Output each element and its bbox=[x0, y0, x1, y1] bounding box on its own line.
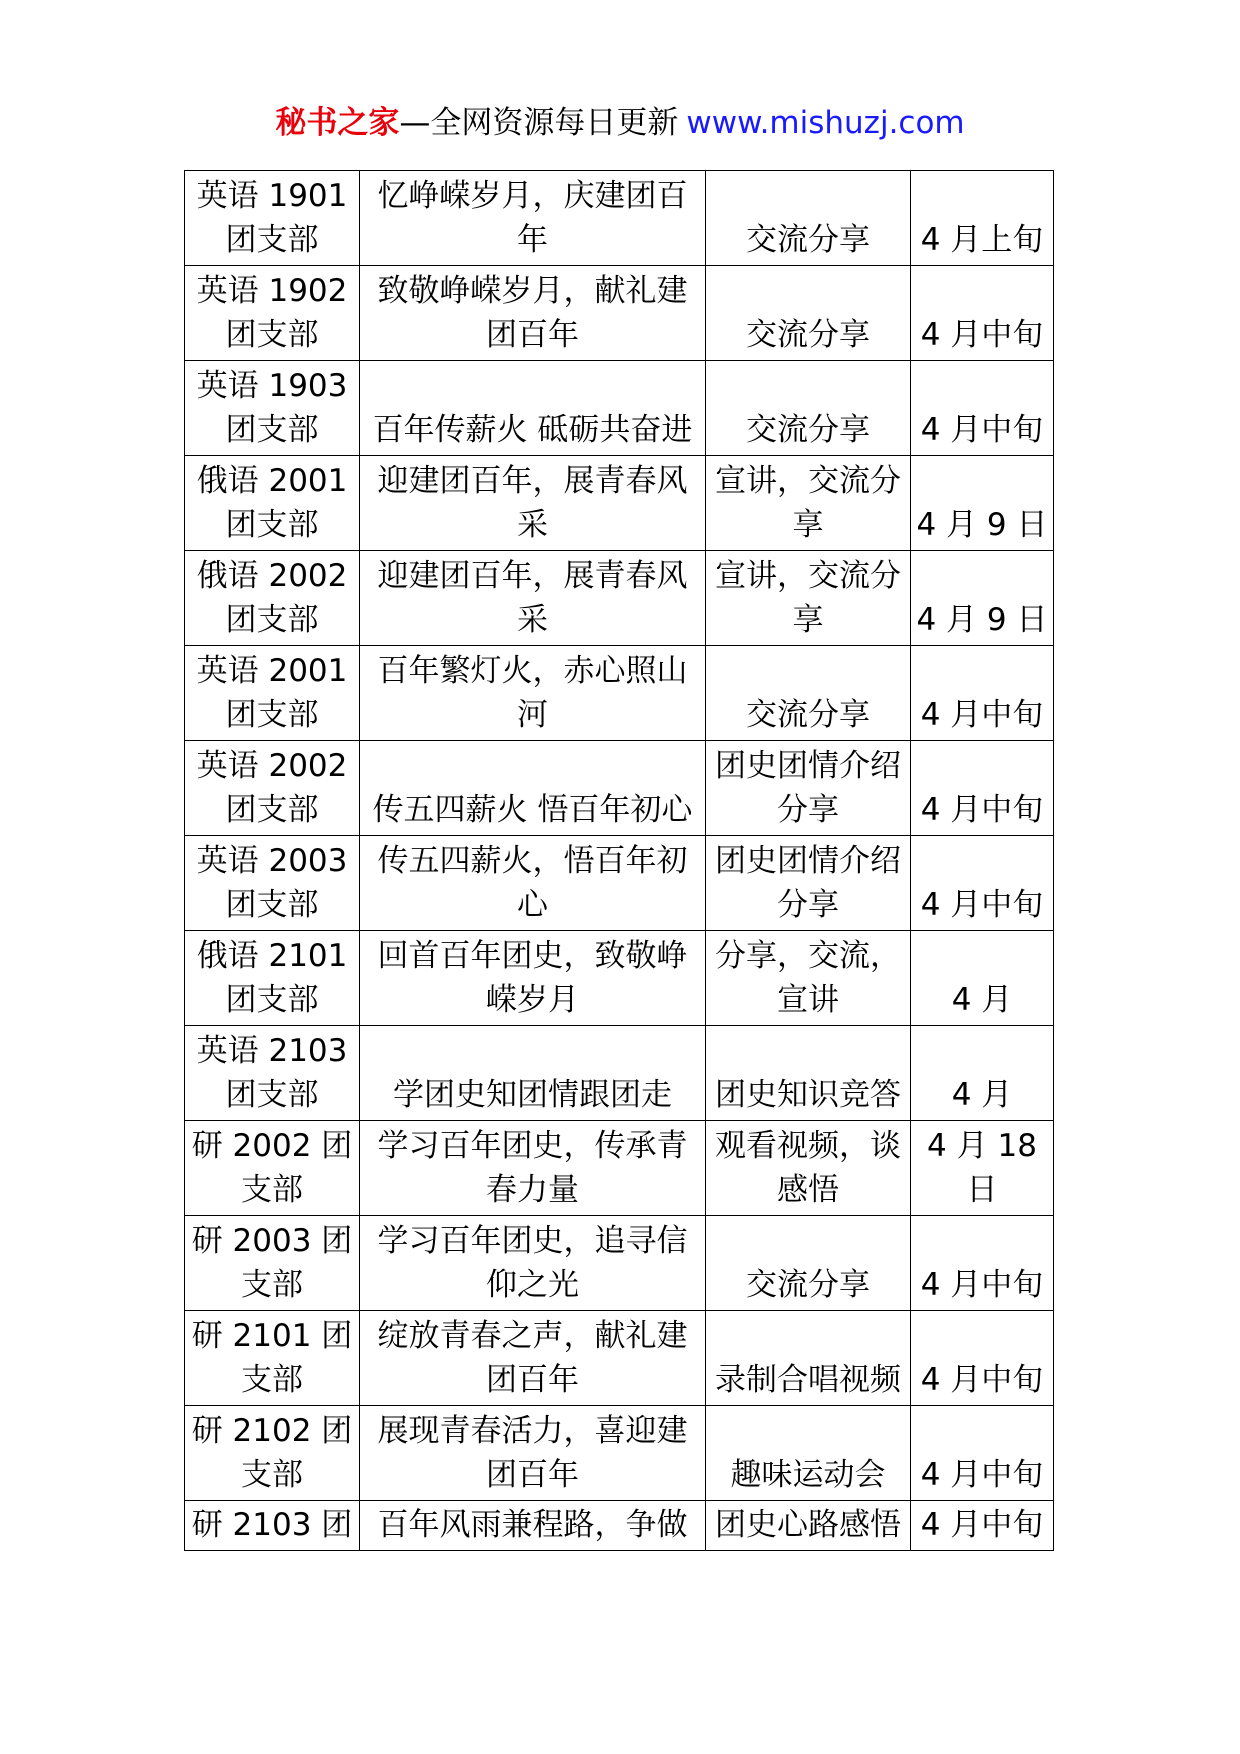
table-cell-format: 录制合唱视频 bbox=[706, 1311, 911, 1406]
table-row bbox=[185, 361, 1054, 456]
table-cell-theme: 学团史知团情跟团走 bbox=[360, 1026, 706, 1121]
table-row bbox=[185, 741, 1054, 836]
table-cell-theme: 忆峥嵘岁月，庆建团百 年 bbox=[360, 171, 706, 266]
table-cell-date: 4 月 bbox=[911, 931, 1054, 1026]
table-cell-branch: 英语 2103 团支部 bbox=[185, 1026, 360, 1121]
table-cell-theme: 百年风雨兼程路，争做 bbox=[360, 1501, 706, 1551]
table-cell-date: 4 月 18 日 bbox=[911, 1121, 1054, 1216]
table-cell-branch: 研 2103 团 bbox=[185, 1501, 360, 1551]
table-cell-format: 观看视频，谈 感悟 bbox=[706, 1121, 911, 1216]
table-cell-date: 4 月中旬 bbox=[911, 646, 1054, 741]
site-tagline: —全网资源每日更新 bbox=[399, 105, 679, 141]
table-cell-format: 团史知识竞答 bbox=[706, 1026, 911, 1121]
table-row bbox=[185, 836, 1054, 931]
table-cell-date: 4 月中旬 bbox=[911, 741, 1054, 836]
table-row bbox=[185, 551, 1054, 646]
table-row bbox=[185, 646, 1054, 741]
table-cell-date: 4 月 9 日 bbox=[911, 456, 1054, 551]
table-row bbox=[185, 266, 1054, 361]
table-row bbox=[185, 456, 1054, 551]
table-cell-theme: 致敬峥嵘岁月，献礼建 团百年 bbox=[360, 266, 706, 361]
table-cell-theme: 迎建团百年，展青春风 采 bbox=[360, 456, 706, 551]
table-cell-format: 交流分享 bbox=[706, 646, 911, 741]
table-cell-branch: 俄语 2002 团支部 bbox=[185, 551, 360, 646]
table-cell-format: 宣讲，交流分 享 bbox=[706, 551, 911, 646]
table-cell-theme: 回首百年团史，致敬峥 嵘岁月 bbox=[360, 931, 706, 1026]
table-cell-theme: 展现青春活力，喜迎建 团百年 bbox=[360, 1406, 706, 1501]
table-row bbox=[185, 1026, 1054, 1121]
table-cell-branch: 俄语 2001 团支部 bbox=[185, 456, 360, 551]
table-cell-theme: 百年繁灯火，赤心照山 河 bbox=[360, 646, 706, 741]
table-cell-theme: 迎建团百年，展青春风 采 bbox=[360, 551, 706, 646]
table-cell-format: 宣讲，交流分 享 bbox=[706, 456, 911, 551]
table-cell-format: 趣味运动会 bbox=[706, 1406, 911, 1501]
table-cell-branch: 英语 2002 团支部 bbox=[185, 741, 360, 836]
table-cell-format: 交流分享 bbox=[706, 1216, 911, 1311]
site-url-link[interactable]: www.mishuzj.com bbox=[686, 105, 965, 141]
table-cell-format: 交流分享 bbox=[706, 266, 911, 361]
table-row bbox=[185, 1311, 1054, 1406]
table-row bbox=[185, 1406, 1054, 1501]
table-row bbox=[185, 1501, 1054, 1551]
table-cell-format: 交流分享 bbox=[706, 361, 911, 456]
table-cell-branch: 英语 1902 团支部 bbox=[185, 266, 360, 361]
table-cell-branch: 俄语 2101 团支部 bbox=[185, 931, 360, 1026]
table-cell-date: 4 月中旬 bbox=[911, 266, 1054, 361]
table-cell-format: 分享，交流， 宣讲 bbox=[706, 931, 911, 1026]
table-cell-theme: 传五四薪火，悟百年初 心 bbox=[360, 836, 706, 931]
table-cell-date: 4 月上旬 bbox=[911, 171, 1054, 266]
table-cell-branch: 英语 1903 团支部 bbox=[185, 361, 360, 456]
table-row bbox=[185, 171, 1054, 266]
table-row bbox=[185, 931, 1054, 1026]
table-cell-theme: 学习百年团史，传承青 春力量 bbox=[360, 1121, 706, 1216]
table-cell-branch: 英语 1901 团支部 bbox=[185, 171, 360, 266]
table-cell-date: 4 月 bbox=[911, 1026, 1054, 1121]
table-cell-format: 团史心路感悟 bbox=[706, 1501, 911, 1551]
table-cell-theme: 学习百年团史，追寻信 仰之光 bbox=[360, 1216, 706, 1311]
table-cell-format: 团史团情介绍 分享 bbox=[706, 741, 911, 836]
table-cell-format: 团史团情介绍 分享 bbox=[706, 836, 911, 931]
table-body bbox=[185, 171, 1054, 1551]
table-cell-theme: 传五四薪火 悟百年初心 bbox=[360, 741, 706, 836]
site-header bbox=[0, 103, 1240, 143]
table-cell-branch: 研 2102 团 支部 bbox=[185, 1406, 360, 1501]
table-cell-branch: 研 2003 团 支部 bbox=[185, 1216, 360, 1311]
table-cell-branch: 英语 2001 团支部 bbox=[185, 646, 360, 741]
table-cell-date: 4 月中旬 bbox=[911, 1406, 1054, 1501]
table-cell-branch: 研 2101 团 支部 bbox=[185, 1311, 360, 1406]
table-cell-date: 4 月中旬 bbox=[911, 1216, 1054, 1311]
table-cell-theme: 绽放青春之声，献礼建 团百年 bbox=[360, 1311, 706, 1406]
table-cell-branch: 研 2002 团 支部 bbox=[185, 1121, 360, 1216]
table-cell-date: 4 月中旬 bbox=[911, 1311, 1054, 1406]
table-cell-date: 4 月中旬 bbox=[911, 836, 1054, 931]
table-cell-date: 4 月中旬 bbox=[911, 1501, 1054, 1551]
table-row bbox=[185, 1121, 1054, 1216]
table-row bbox=[185, 1216, 1054, 1311]
site-name: 秘书之家 bbox=[275, 105, 400, 141]
table-cell-theme: 百年传薪火 砥砺共奋进 bbox=[360, 361, 706, 456]
activity-schedule-table bbox=[184, 170, 1054, 1551]
table-cell-branch: 英语 2003 团支部 bbox=[185, 836, 360, 931]
table-cell-format: 交流分享 bbox=[706, 171, 911, 266]
table-cell-date: 4 月 9 日 bbox=[911, 551, 1054, 646]
table-cell-date: 4 月中旬 bbox=[911, 361, 1054, 456]
